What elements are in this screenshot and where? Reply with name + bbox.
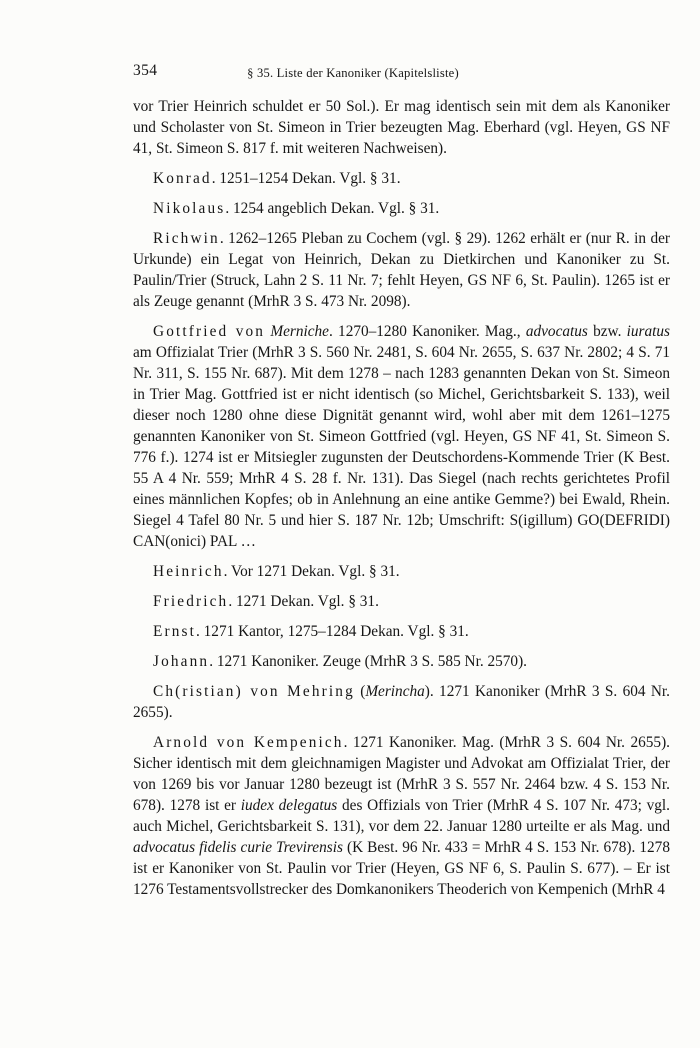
paragraph-eberhard-continuation (133, 96, 670, 159)
entry-name: Johann (153, 653, 210, 670)
page-header (133, 62, 670, 80)
entry-name: Konrad (153, 170, 212, 187)
italic-term: Merniche (270, 323, 329, 340)
text-segment: vor Trier Heinrich schuldet er 50 Sol.). Er mag identisch sein mit dem als Kanoniker und Scholaster von St. Simeon in Trier bezeugten Mag. Eberhard (vgl. Heyen, GS NF 41, St. Simeon S. 817 f. mit weiteren Nachweisen). (133, 98, 670, 157)
italic-term: iuratus (626, 323, 671, 340)
entry-heinrich (133, 561, 670, 582)
entry-name: Richwin (153, 230, 220, 247)
entry-name: Ernst (153, 623, 196, 640)
italic-term: iudex delegatus (240, 797, 338, 814)
text-segment: am Offizialat Trier (MrhR 3 S. 560 Nr. 2481, S. 604 Nr. 2655, S. 637 Nr. 2802; 4 S. 71 Nr. 311, S. 155 Nr. 687). Mit dem 1278 – nach 1283 genannten Dekan von St. Simeon in Trier Mag. Gottfried ist er nicht identisch (so Michel, Gerichtsbarkeit S. 133), weil dieser noch 1280 ohne diese Dignität genannt wird, wohl aber mit dem 1261–1275 genannten Kanoniker von St. Simeon Gottfried (vgl. Heyen, GS NF 41, St. Simeon S. 776 f.). 1274 ist er Mitsiegler zugunsten der Deutschordens-Kommende Trier (K Best. 55 A 4 Nr. 559; MrhR 4 S. 28 f. Nr. 131). Das Siegel (nach rechts gerichtetes Profil eines männlichen Kopfes; ob in Anlehnung an eine antike Gemme?) bei Ewald, Rhein. Siegel 4 Tafel 80 Nr. 5 und hier S. 187 Nr. 12b; Umschrift: S(igillum) GO(DEFRIDI) CAN(onici) PAL … (133, 344, 670, 550)
text-segment: . 1254 angeblich Dekan. Vgl. § 31. (225, 200, 440, 217)
italic-term: advocatus fidelis curie Trevirensis (133, 839, 343, 856)
text-segment: (K Best. 96 Nr. 433 = MrhR 4 S. 153 Nr. 678). 1278 ist er Kanoniker von St. Paulin vor Trier (Heyen, GS NF 6, S. Paulin S. 677). – Er ist 1276 Testamentsvollstrecker des Domkanonikers Theoderich von Kempenich (MrhR 4 (133, 839, 670, 898)
text-segment: . Vor 1271 Dekan. Vgl. § 31. (223, 563, 400, 580)
entry-friedrich (133, 591, 670, 612)
page-number: 354 (133, 62, 158, 79)
text-segment: . 1271 Kantor, 1275–1284 Dekan. Vgl. § 31. (196, 623, 469, 640)
entry-name: Heinrich (153, 563, 224, 580)
text-segment: . 1270–1280 Kanoniker. Mag., (328, 323, 526, 340)
entry-johann (133, 651, 670, 672)
text-segment: . 1271 Dekan. Vgl. § 31. (228, 593, 379, 610)
entry-ernst (133, 621, 670, 642)
entry-name: Arnold von Kempenich (153, 734, 344, 751)
text-block (133, 96, 670, 909)
entry-christian-von-mehring (133, 681, 670, 723)
entry-name: Ch(ristian) von Mehring (153, 683, 355, 700)
entry-gottfried-von-merniche (133, 321, 670, 552)
text-segment: des Offizials von Trier (MrhR 4 S. 107 Nr. 473; vgl. auch Michel, Gerichtsbarkeit S. 131), vor dem 22. Januar 1280 urteilte er als Mag. und (133, 797, 671, 835)
entry-arnold-von-kempenich (133, 732, 670, 900)
text-segment: . 1271 Kanoniker. Zeuge (MrhR 3 S. 585 Nr. 2570). (209, 653, 528, 670)
entry-name: Friedrich (153, 593, 229, 610)
text-segment: bzw. (587, 323, 627, 340)
italic-term: advocatus (525, 323, 588, 340)
text-segment: . 1251–1254 Dekan. Vgl. § 31. (211, 170, 401, 187)
entry-name: Nikolaus (153, 200, 226, 217)
entry-richwin (133, 228, 670, 312)
entry-name: Gottfried von (153, 323, 266, 340)
running-title-wrap (133, 64, 573, 82)
entry-konrad (133, 168, 670, 189)
text-segment: ( (354, 683, 366, 700)
text-segment: ). 1271 Kanoniker (MrhR 3 S. 604 Nr. 2655). (133, 683, 670, 721)
running-title: § 35. Liste der Kanoniker (Kapitelsliste) (247, 66, 459, 80)
text-segment: . 1262–1265 Pleban zu Cochem (vgl. § 29). 1262 erhält er (nur R. in der Urkunde) ein Legat von Heinrich, Dekan zu Dietkirchen und Kanoniker zu St. Paulin/Trier (Struck, Lahn 2 S. 11 Nr. 7; fehlt Heyen, GS NF 6, St. Paulin). 1265 ist er als Zeuge genannt (MrhR 3 S. 473 Nr. 2098). (133, 230, 670, 310)
italic-term: Merincha (365, 683, 425, 700)
entry-nikolaus (133, 198, 670, 219)
text-segment: . 1271 Kanoniker. Mag. (MrhR 3 S. 604 Nr. 2655). Sicher identisch mit dem gleichnamigen Magister und Advokat am Offizialat Trier, der von 1269 bis vor Januar 1280 bezeugt ist (MrhR 3 S. 557 Nr. 2464 bzw. 4 S. 153 Nr. 678). 1278 ist er (133, 734, 670, 814)
